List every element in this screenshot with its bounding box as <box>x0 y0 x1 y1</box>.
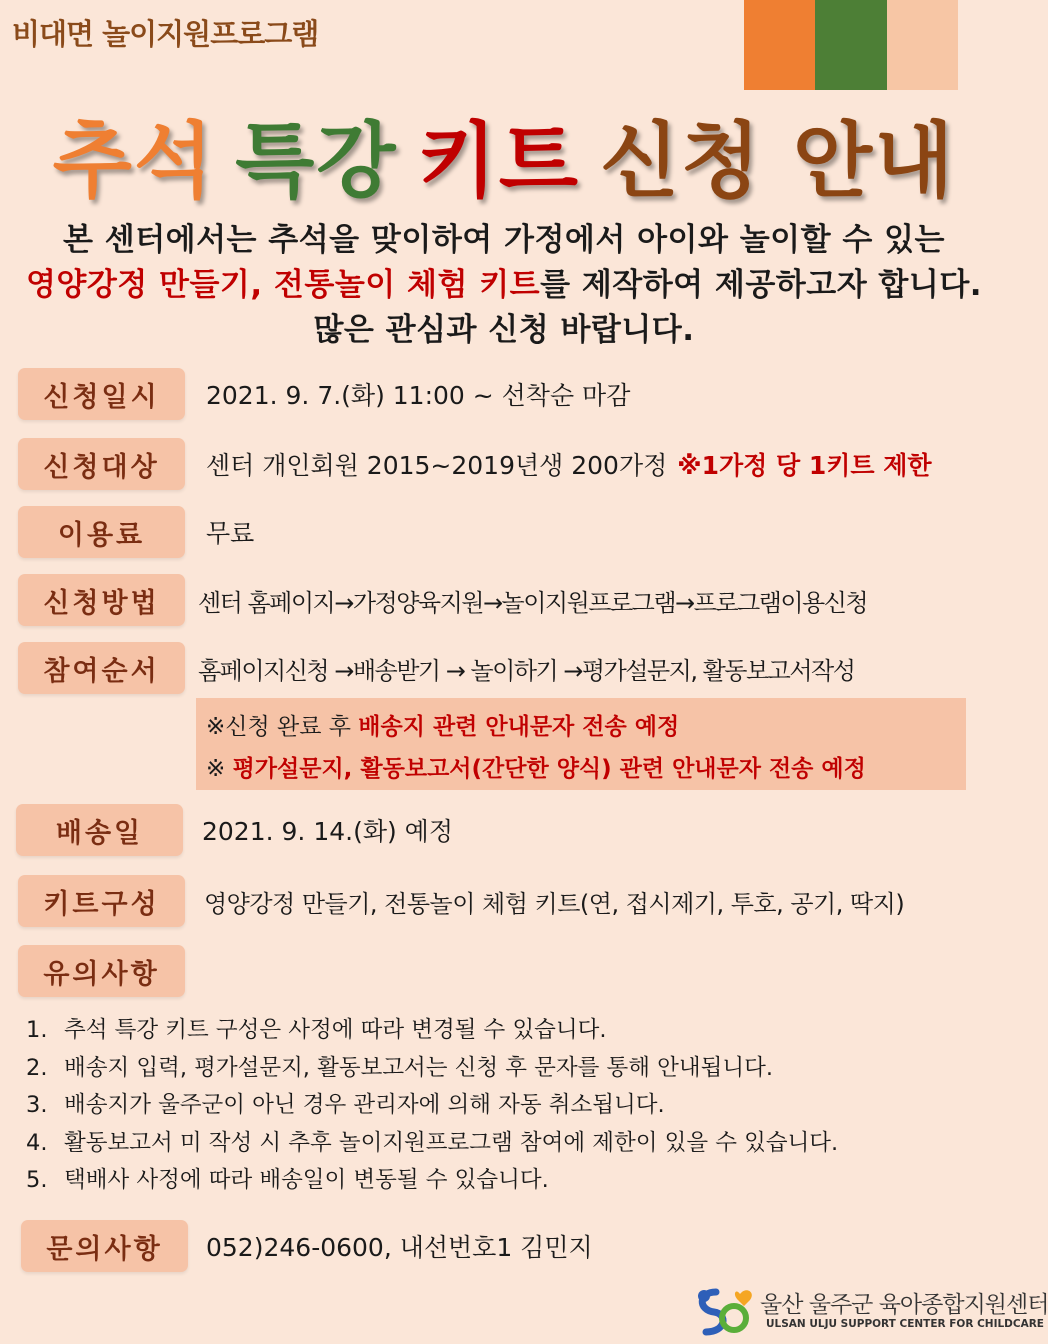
row-kit <box>0 875 1008 927</box>
label-date: 신청일시 <box>18 368 185 420</box>
row-order <box>0 642 1008 694</box>
row-date <box>0 368 1008 420</box>
row-target <box>0 438 1008 490</box>
value-target <box>206 438 932 490</box>
value-contact: 052)246-0600, 내선번호1 김민지 <box>206 1233 593 1262</box>
swatch-green <box>815 0 886 90</box>
list-item <box>26 1012 838 1050</box>
value-method: 센터 홈페이지→가정양육지원→놀이지원프로그램→프로그램이용신청 <box>198 588 868 617</box>
swatch-orange <box>744 0 815 90</box>
label-delivery: 배송일 <box>16 804 183 856</box>
value-fee: 무료 <box>206 519 255 548</box>
list-item <box>26 1050 838 1088</box>
notice-1-prefix: ※신청 완료 후 <box>206 714 359 740</box>
list-item-number: 3. <box>26 1092 48 1118</box>
list-item-text: 택배사 사정에 따라 배송일이 변동될 수 있습니다. <box>64 1167 549 1193</box>
value-target-text: 센터 개인회원 2015~2019년생 200가정 <box>206 451 668 480</box>
row-fee <box>0 506 1008 558</box>
notice-1-highlight: 배송지 관련 안내문자 전송 예정 <box>358 714 680 740</box>
list-item <box>26 1125 838 1163</box>
program-subtitle: 비대면 놀이지원프로그램 <box>12 17 319 51</box>
title-part-4: 신청 안내 <box>599 114 956 209</box>
label-target: 신청대상 <box>18 438 185 490</box>
list-item-text: 배송지 입력, 평가설문지, 활동보고서는 신청 후 문자를 통해 안내됩니다. <box>64 1054 773 1081</box>
intro-highlight: 영양강정 만들기, 전통놀이 체험 키트 <box>25 267 541 303</box>
list-item-number: 2. <box>26 1054 48 1081</box>
label-fee: 이용료 <box>18 506 185 558</box>
row-contact <box>0 1220 1008 1272</box>
title-part-2: 특강 <box>235 114 398 209</box>
caution-list <box>26 1012 838 1200</box>
page-title <box>0 96 1008 213</box>
value-target-limit: ※1가정 당 1키트 제한 <box>677 451 932 480</box>
notice-line-2 <box>206 750 866 783</box>
notice-2-highlight: 평가설문지, 활동보고서(간단한 양식) 관련 안내문자 전송 예정 <box>232 756 866 782</box>
color-swatches <box>744 0 958 90</box>
label-order: 참여순서 <box>18 642 185 694</box>
list-item-number: 1. <box>26 1017 48 1043</box>
list-item-text: 활동보고서 미 작성 시 추후 놀이지원프로그램 참여에 제한이 있을 수 있습니다. <box>64 1129 839 1156</box>
list-item-text: 배송지가 울주군이 아닌 경우 관리자에 의해 자동 취소됩니다. <box>64 1092 665 1118</box>
intro-line-1: 본 센터에서는 추석을 맞이하여 가정에서 아이와 놀이할 수 있는 <box>63 222 945 258</box>
value-delivery: 2021. 9. 14.(화) 예정 <box>202 817 453 846</box>
notice-box <box>196 698 966 790</box>
center-name: 울산 울주군 육아종합지원센터 <box>760 1292 1048 1318</box>
list-item <box>26 1087 838 1125</box>
notice-line-1 <box>206 708 679 741</box>
value-kit: 영양강정 만들기, 전통놀이 체험 키트(연, 접시제기, 투호, 공기, 딱지) <box>204 889 905 918</box>
row-delivery <box>0 804 1008 856</box>
value-order: 홈페이지신청 →배송받기 → 놀이하기 →평가설문지, 활동보고서작성 <box>198 656 855 685</box>
value-date: 2021. 9. 7.(화) 11:00 ~ 선착순 마감 <box>206 381 631 410</box>
intro-text <box>0 218 1008 353</box>
label-method: 신청방법 <box>18 574 185 626</box>
swatch-peach <box>887 0 958 90</box>
notice-2-prefix: ※ <box>206 756 233 782</box>
row-caution <box>0 945 1008 997</box>
center-name-english: ULSAN ULJU SUPPORT CENTER FOR CHILDCARE <box>766 1318 1044 1330</box>
title-part-1: 추석 <box>52 114 216 209</box>
title-part-3: 키트 <box>417 114 580 209</box>
center-logo-icon <box>692 1282 756 1338</box>
intro-line-3: 많은 관심과 신청 바랍니다. <box>313 312 695 348</box>
intro-line-2 <box>0 263 1008 308</box>
label-kit: 키트구성 <box>18 875 185 927</box>
list-item-number: 5. <box>26 1167 48 1193</box>
label-contact: 문의사항 <box>21 1220 188 1272</box>
list-item-text: 추석 특강 키트 구성은 사정에 따라 변경될 수 있습니다. <box>64 1017 607 1043</box>
intro-line-2-rest: 를 제작하여 제공하고자 합니다. <box>540 267 983 303</box>
row-method <box>0 574 1008 626</box>
list-item <box>26 1162 838 1200</box>
center-logo <box>692 1282 1048 1338</box>
label-caution: 유의사항 <box>18 945 185 997</box>
list-item-number: 4. <box>26 1129 48 1156</box>
